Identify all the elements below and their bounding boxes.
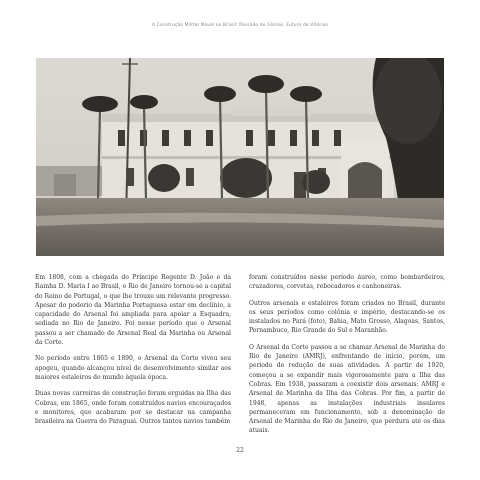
paragraph: No período entre 1865 e 1890, o Arsenal da Corte viveu seu apogeu, quando alcançou nível de desenvolvimento similar aos maiores estaleiros do mundo àquela época. [35, 355, 231, 381]
right-column [249, 273, 445, 443]
body-text [35, 273, 445, 443]
paragraph: Em 1808, com a chegada do Príncipe Regente D. João e da Rainha D. Maria I ao Brasil, o Rio de Janeiro tornou-se a capital do Reino de Portugal, o que lhe trouxe um relevante progresso. Apesar do poderio da Marinha Portuguesa estar em declínio, a capacidade do Arsenal foi ampliada para apoiar a Esquadra, sediada no Rio de Janeiro. Foi nesse período que o Arsenal passou a ser chamado de Arsenal Real da Marinha ou Arsenal da Corte. [35, 274, 231, 347]
paragraph: O Arsenal da Corte passou a se chamar Arsenal de Marinha do Rio de Janeiro (AMRJ), enfrentando de início, porém, um período de redução de suas atividades. A partir de 1920, começou a se expandir mais vigorosamente para a Ilha das Cobras. Em 1938, passaram a coexistir dois arsenais: AMRJ e Arsenal de Marinha da Ilha das Cobras. Por fim, a partir de 1948, apenas as instalações industriais insulares permaneceram em funcionamento, sob a denominação de Arsenal de Marinha do Rio de Janeiro, que perdura até os dias atuais. [249, 343, 445, 435]
paragraph: Duas novas carreiras de construção foram erguidas na Ilha das Cobras, em 1865, onde foram construídos navios encouraçados e monitores, que acabaram por se destacar na campanha brasileira na Guerra do Paraguai. Outros tantos navios também [35, 390, 231, 426]
paragraph: foram construídos nesse período áureo, como bombardeiros, cruzadores, corvetas, rebocadores e canhoneiras. [249, 274, 445, 291]
historical-photo [36, 58, 444, 256]
left-column [35, 273, 231, 443]
page-number: 22 [236, 447, 244, 454]
running-head: A Construção Militar Naval no Brasil: Passado de Glórias, Futuro de Vitórias [151, 23, 329, 28]
paragraph: Outros arsenais e estaleiros foram criados no Brasil, durante os seus períodos como colônia e império, destacando-se os instalados no Pará (foto), Bahia, Mato Grosso, Alagoas, Santos, Pernambuco, Rio Grande do Sul e Maranhão. [249, 299, 445, 335]
